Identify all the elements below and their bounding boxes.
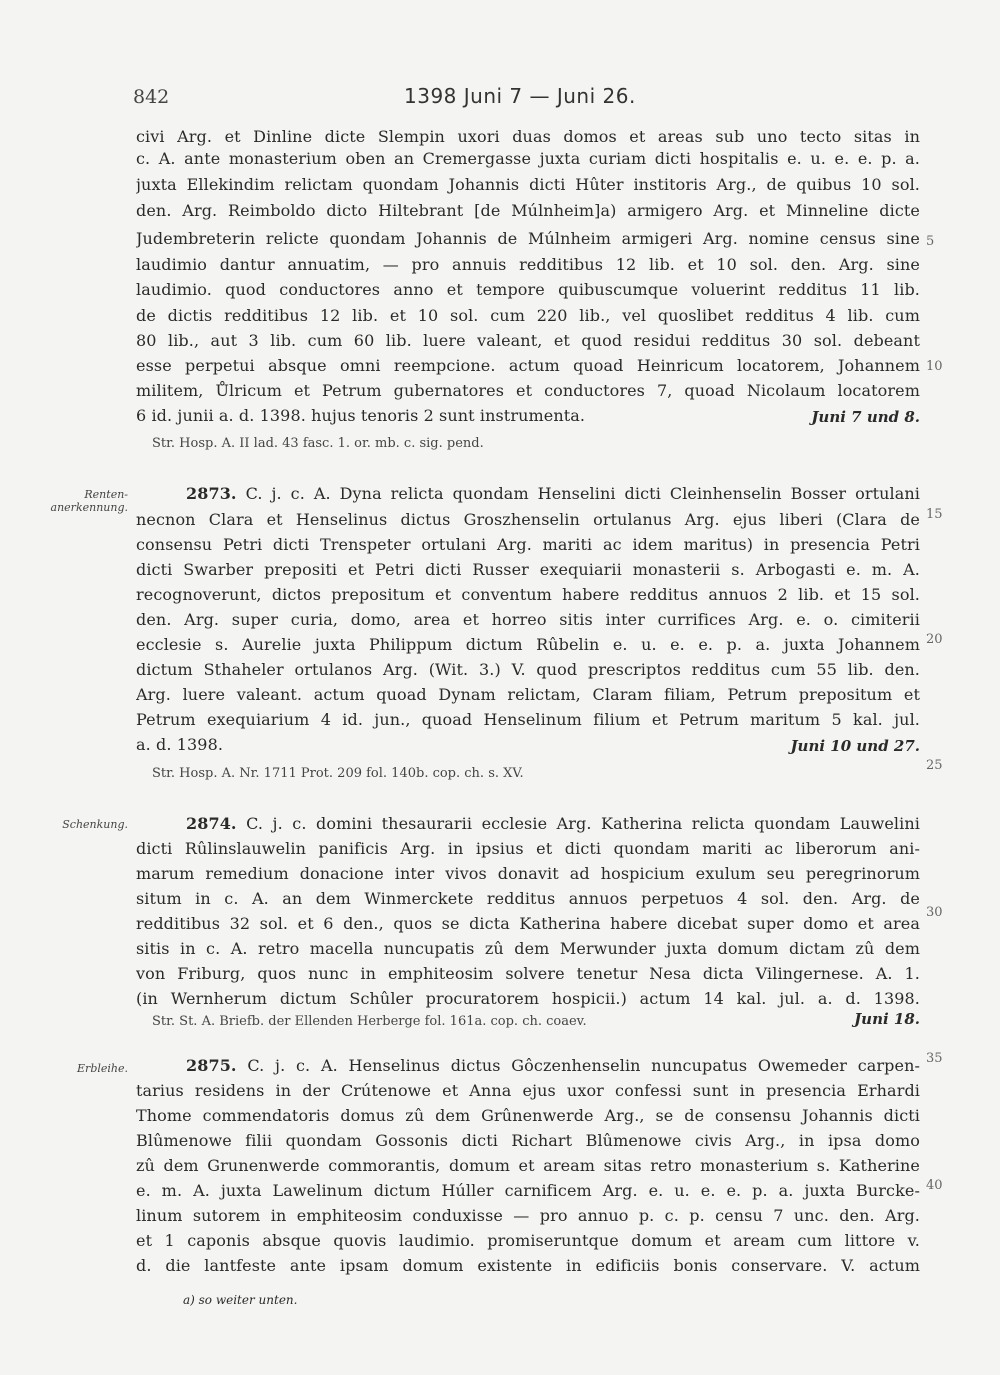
text-line: c. A. ante monasterium oben an Cremergasse juxta curiam dicti hospitalis e. u. e. e. p. a.: [136, 149, 920, 168]
text-line: situm in c. A. an dem Winmerckete redditus annuos perpetuos 4 sol. den. Arg. de: [136, 889, 920, 908]
entry-number: 2874.: [186, 814, 237, 833]
text-line: dicti Rûlinslauwelin panificis Arg. in ipsius et dicti quondam mariti ac liberorum ani-: [136, 839, 920, 858]
entry-date: Juni 18.: [854, 1010, 920, 1028]
text-line: juxta Ellekindim relictam quondam Johannis dicti Hûter institoris Arg., de quibus 10 sol.: [136, 175, 920, 194]
entry-number: 2875.: [186, 1056, 237, 1075]
text-line: et 1 caponis absque quovis laudimio. promiseruntque domum et aream cum littore v.: [136, 1231, 920, 1250]
text-line: laudimio. quod conductores anno et tempore quibuscumque voluerint redditus 11 lib.: [136, 280, 920, 299]
margin-note: Erbleihe.: [77, 1062, 128, 1075]
source-citation: Str. St. A. Briefb. der Ellenden Herberge fol. 161a. cop. ch. coaev.: [152, 1014, 587, 1029]
text-line: laudimio dantur annuatim, — pro annuis redditibus 12 lib. et 10 sol. den. Arg. sine: [136, 255, 920, 274]
source-citation: Str. Hosp. A. Nr. 1711 Prot. 209 fol. 140b. cop. ch. s. XV.: [152, 766, 524, 781]
text-line: 6 id. junii a. d. 1398. hujus tenoris 2 sunt instrumenta.: [136, 406, 586, 425]
page-title: 1398 Juni 7 — Juni 26.: [404, 84, 636, 108]
source-citation: Str. Hosp. A. II lad. 43 fasc. 1. or. mb. c. sig. pend.: [152, 436, 484, 451]
entry-number: 2873.: [186, 484, 237, 503]
text-line: redditibus 32 sol. et 6 den., quos se dicta Katherina habere dicebat super domo et area: [136, 914, 920, 933]
text-line: a. d. 1398.: [136, 735, 224, 754]
line-number: 15: [926, 507, 943, 522]
margin-note: Schenkung.: [62, 818, 128, 831]
text-line: [170, 483, 920, 505]
text-line: marum remedium donacione inter vivos donavit ad hospicium exulum seu peregrinorum: [136, 864, 920, 883]
line-number: 5: [926, 234, 935, 249]
text-line: Thome commendatoris domus zû dem Grûnenwerde Arg., se de consensu Johannis dicti: [136, 1106, 920, 1125]
text-line: dictum Sthaheler ortulanos Arg. (Wit. 3.) V. quod prescriptos redditus cum 55 lib. den.: [136, 660, 920, 679]
page-number: 842: [133, 86, 170, 108]
text-line: sitis in c. A. retro macella nuncupatis zû dem Merwunder juxta domum dictam zû dem: [136, 939, 920, 958]
text-line: ecclesie s. Aurelie juxta Philippum dictum Rûbelin e. u. e. e. p. a. juxta Johannem: [136, 635, 920, 654]
text-line: Blûmenowe filii quondam Gossonis dicti Richart Blûmenowe civis Arg., in ipsa domo: [136, 1131, 920, 1150]
text-line: d. die lantfeste ante ipsam domum existente in edificiis bonis conservare. V. actum: [136, 1256, 920, 1275]
entry-text: C. j. c. domini thesaurarii ecclesie Arg. Katherina relicta quondam Lauwelini: [246, 814, 920, 833]
text-line: (in Wernherum dictum Schûler procuratorem hospicii.) actum 14 kal. jul. a. d. 1398.: [136, 989, 920, 1008]
text-line: linum sutorem in emphiteosim conduxisse — pro annuo p. c. p. censu 7 unc. den. Arg.: [136, 1206, 920, 1225]
text-line: consensu Petri dicti Trenspeter ortulani Arg. mariti ac idem maritus) in presencia Petri: [136, 535, 920, 554]
text-line: de dictis redditibus 12 lib. et 10 sol. cum 220 lib., vel quoslibet redditus 4 lib. cum: [136, 306, 920, 325]
line-number: 10: [926, 359, 943, 374]
text-line: Arg. luere valeant. actum quoad Dynam relictam, Claram filiam, Petrum prepositum et: [136, 685, 920, 704]
text-line: civi Arg. et Dinline dicte Slempin uxori duas domos et areas sub uno tecto sitas in: [136, 127, 920, 146]
text-line: dicti Swarber prepositi et Petri dicti Russer exequiarii monasterii s. Arbogasti e. m. A.: [136, 560, 920, 579]
text-line: esse perpetui absque omni reempcione. actum quoad Heinricum locatorem, Johannem: [136, 356, 920, 375]
text-line: zû dem Grunenwerde commorantis, domum et aream sitas retro monasterium s. Katherine: [136, 1156, 920, 1175]
text-line: militem, Ůlricum et Petrum gubernatores et conductores 7, quoad Nicolaum locatorem: [136, 381, 920, 400]
entry-text: C. j. c. A. Dyna relicta quondam Henselini dicti Cleinhenselin Bosser ortulani: [245, 484, 920, 503]
entry-date: Juni 7 und 8.: [811, 408, 920, 426]
line-number: 25: [926, 758, 943, 773]
text-line: von Friburg, quos nunc in emphiteosim solvere tenetur Nesa dicta Vilingernese. A. 1.: [136, 964, 920, 983]
line-number: 20: [926, 632, 943, 647]
text-line: Judembreterin relicte quondam Johannis de Múlnheim armigeri Arg. nomine census sine: [136, 229, 920, 248]
text-line: den. Arg. super curia, domo, area et horreo sitis inter currifices Arg. e. o. cimiterii: [136, 610, 920, 629]
line-number: 40: [926, 1178, 943, 1193]
text-line: [170, 1055, 920, 1077]
text-line: 80 lib., aut 3 lib. cum 60 lib. luere valeant, et quod residui redditus 30 sol. debeant: [136, 331, 920, 350]
margin-note: Renten-anerkennung.: [50, 488, 128, 514]
entry-date: Juni 10 und 27.: [790, 737, 920, 755]
text-line: tarius residens in der Crútenowe et Anna ejus uxor confessi sunt in presencia Erhardi: [136, 1081, 920, 1100]
text-line: necnon Clara et Henselinus dictus Groszhenselin ortulanus Arg. ejus liberi (Clara de: [136, 510, 920, 529]
line-number: 35: [926, 1051, 943, 1066]
text-line: Petrum exequiarium 4 id. jun., quoad Henselinum filium et Petrum maritum 5 kal. jul.: [136, 710, 920, 729]
text-line: e. m. A. juxta Lawelinum dictum Húller carnificem Arg. e. u. e. e. p. a. juxta Burcke-: [136, 1181, 920, 1200]
text-line: den. Arg. Reimboldo dicto Hiltebrant [de Múlnheim]a) armigero Arg. et Minneline dicte: [136, 201, 920, 220]
page-header: [0, 86, 1000, 116]
entry-text: C. j. c. A. Henselinus dictus Gôczenhenselin nuncupatus Owemeder carpen-: [247, 1056, 920, 1075]
line-number: 30: [926, 905, 943, 920]
footnote: a) so weiter unten.: [183, 1293, 298, 1307]
text-line: [170, 813, 920, 835]
text-line: recognoverunt, dictos prepositum et conventum habere redditus annuos 2 lib. et 15 sol.: [136, 585, 920, 604]
